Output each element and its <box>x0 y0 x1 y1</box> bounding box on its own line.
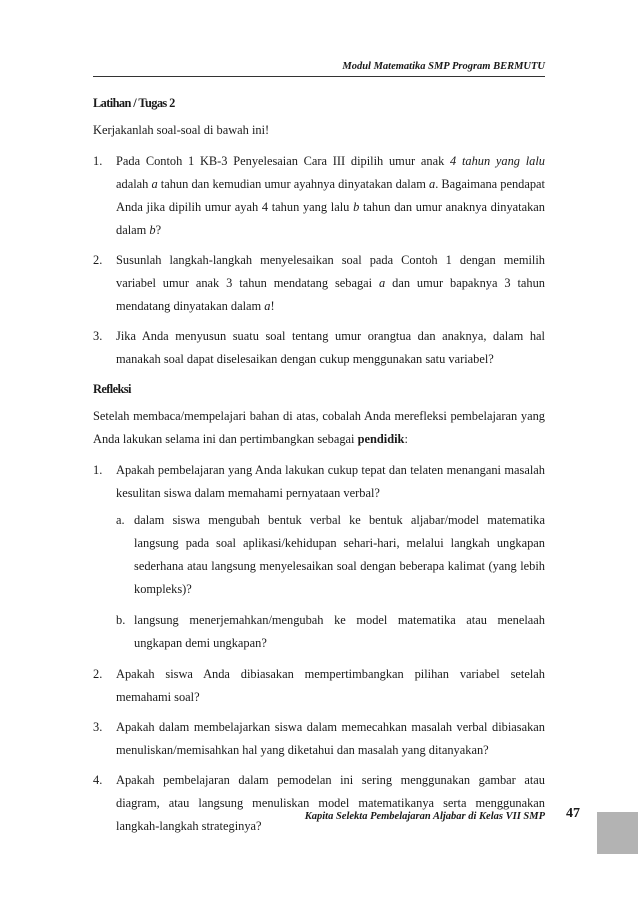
text-run: ! <box>270 299 275 313</box>
text-run: ? <box>155 223 162 237</box>
page-tab-marker <box>597 812 638 854</box>
text-run: Apakah pembelajaran yang Anda lakukan cukup tepat dan telaten menangani masalah kesulitan siswa dalam memahami pernyataan verbal? <box>116 463 545 500</box>
text-run: dan umur bapaknya 3 tahun mendatang dinyatakan dalam <box>116 276 546 313</box>
text-run: tahun dan kemudian umur ayahnya dinyatakan dalam <box>157 177 429 191</box>
latihan-instruction: Kerjakanlah soal-soal di bawah ini! <box>93 123 270 137</box>
refleksi-subquestion-list <box>116 509 545 655</box>
text-run: . Bagaimana pendapat Anda jika dipilih umur ayah 4 tahun yang lalu <box>116 177 546 214</box>
text-run: Susunlah langkah-langkah menyelesaikan soal pada Contoh 1 dengan memilih variabel umur anak 3 tahun mendatang sebagai <box>116 253 545 290</box>
refleksi-subquestion-a: a. dalam siswa mengubah bentuk verbal ke bentuk aljabar/model matematika langsung pada soal aplikasi/kehidupan sehari-hari, melalui langkah ungkapan sederhana atau langsung menyelesaikan soal dengan beberapa kalimat (yang lebih kompleks)? <box>116 509 545 601</box>
text-run: Jika Anda menyusun suatu soal tentang umur orangtua dan anaknya, dalam hal manakah soal dapat diselesaikan dengan cukup menggunakan satu variabel? <box>116 329 545 366</box>
text-run: Setelah membaca/mempelajari bahan di atas, cobalah Anda merefleksi pembelajaran yang Anda lakukan selama ini dan pertimbangkan sebagai <box>93 409 545 446</box>
text-run: Apakah dalam membelajarkan siswa dalam memecahkan masalah verbal dibiasakan menuliskan/memisahkan hal yang diketahui dan masalah yang ditanyakan? <box>116 720 545 757</box>
latihan-question-2 <box>93 249 545 318</box>
variable-text: b <box>149 223 156 237</box>
variable-text: a <box>151 177 158 191</box>
page-content <box>93 92 545 845</box>
text-run: Pada Contoh 1 KB-3 Penyelesaian Cara III dipilih umur anak <box>116 154 451 168</box>
text-run: adalah <box>116 177 152 191</box>
running-header: Modul Matematika SMP Program BERMUTU <box>342 61 545 72</box>
bold-text: pendidik <box>357 432 405 446</box>
text-run: : <box>404 432 408 446</box>
latihan-heading: Latihan / Tugas 2 <box>93 96 175 110</box>
latihan-question-3 <box>93 325 545 371</box>
refleksi-heading: Refleksi <box>93 382 131 396</box>
running-footer: Kapita Selekta Pembelajaran Aljabar di Kelas VII SMP <box>304 811 545 822</box>
variable-text: a <box>379 276 386 290</box>
refleksi-question-list <box>93 459 545 838</box>
refleksi-subquestion-b: b. langsung menerjemahkan/mengubah ke model matematika atau menelaah ungkapan demi ungkapan? <box>116 609 545 655</box>
refleksi-intro <box>93 405 545 451</box>
text-run: Apakah siswa Anda dibiasakan mempertimbangkan pilihan variabel setelah memahami soal? <box>116 667 545 704</box>
text-run: tahun dan umur anaknya dinyatakan dalam <box>116 200 546 237</box>
latihan-question-1 <box>93 150 545 242</box>
latihan-question-list <box>93 150 545 371</box>
refleksi-question-2 <box>93 663 545 709</box>
variable-text: a <box>264 299 271 313</box>
variable-text: a <box>429 177 436 191</box>
refleksi-question-1 <box>93 459 545 655</box>
refleksi-question-4 <box>93 769 545 838</box>
variable-text: b <box>353 200 360 214</box>
refleksi-question-3 <box>93 716 545 762</box>
header-rule <box>93 76 545 77</box>
text-run: Apakah pembelajaran dalam pemodelan ini sering menggunakan gambar atau diagram, atau langsung menuliskan model matematikanya serta menggunakan langkah-langkah strateginya? <box>116 773 545 833</box>
variable-text: 4 tahun yang lalu <box>450 154 545 168</box>
page-number: 47 <box>566 806 580 821</box>
